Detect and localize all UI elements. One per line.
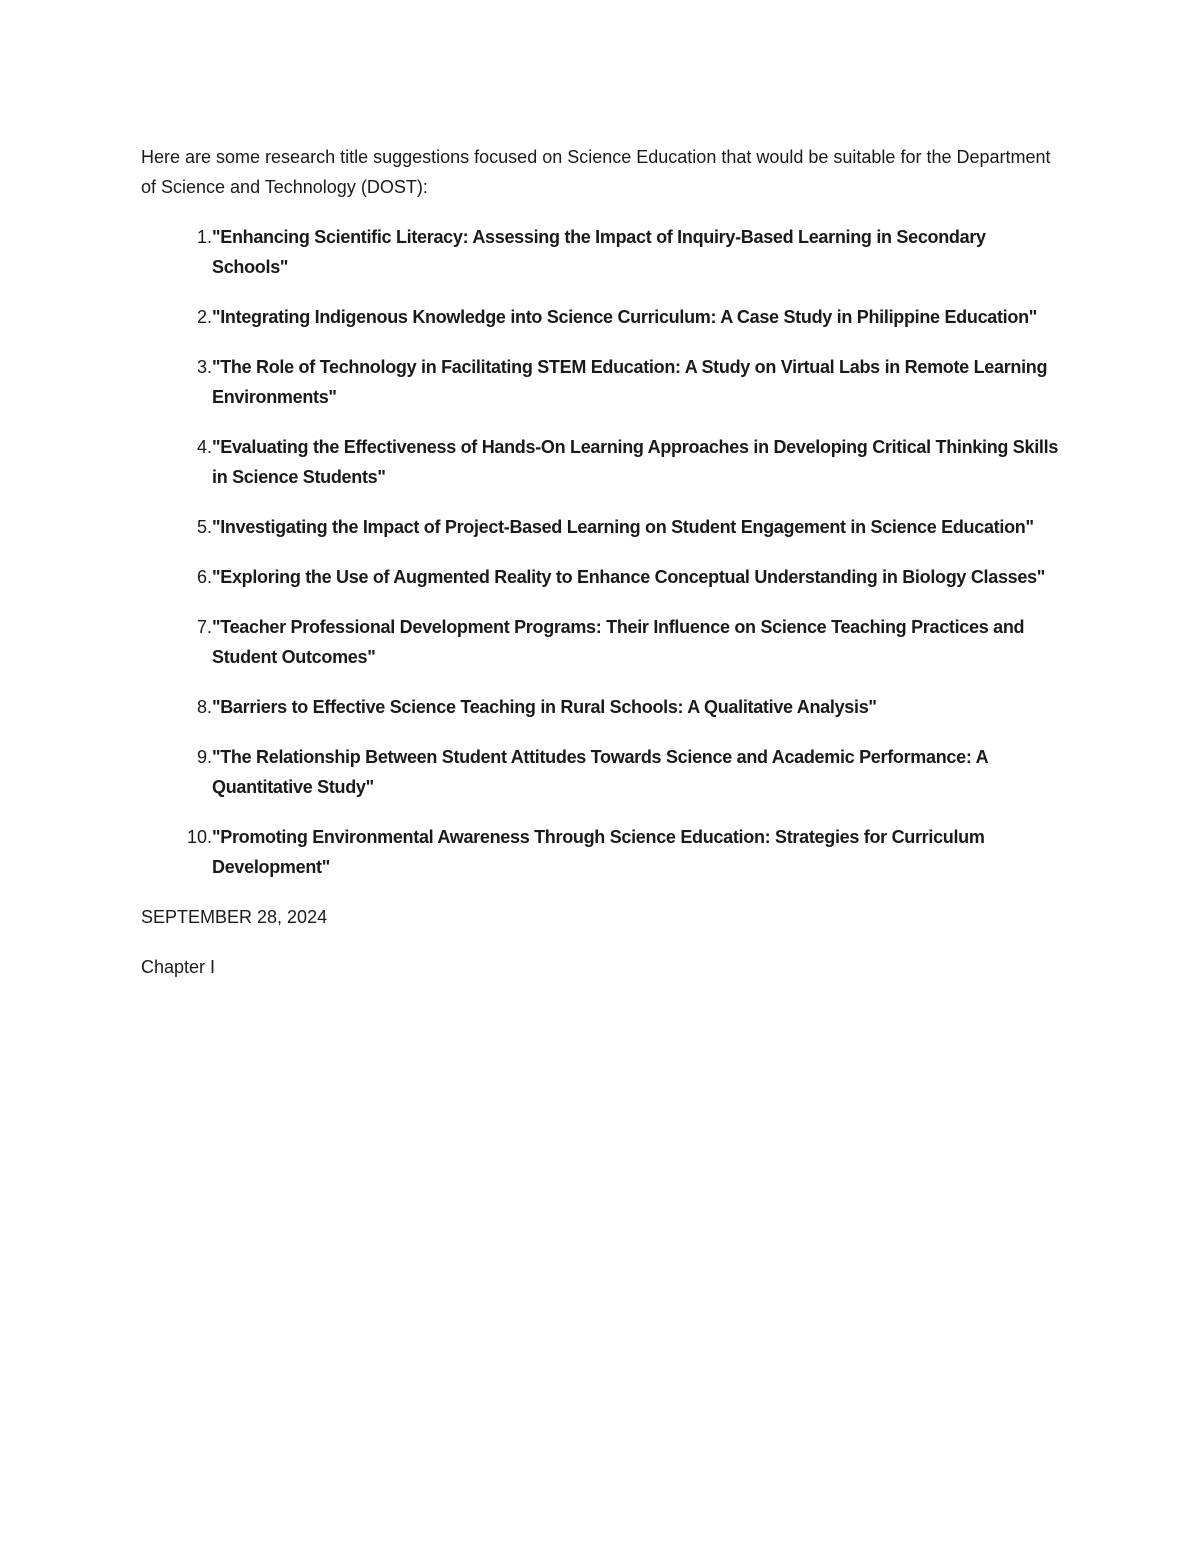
intro-paragraph: Here are some research title suggestions focused on Science Education that would be suitable for the Department of Science and Technology (DOST): xyxy=(141,147,1051,197)
list-item-number: 5. xyxy=(196,517,212,537)
list-item-title: "Investigating the Impact of Project-Based Learning on Student Engagement in Science Education" xyxy=(212,517,1034,537)
list-item-number: 9. xyxy=(196,747,212,767)
chapter-heading: Chapter I xyxy=(141,957,216,977)
list-item xyxy=(141,432,1061,492)
research-title-list xyxy=(141,222,1061,882)
list-item xyxy=(141,692,1061,722)
list-item-number: 3. xyxy=(196,357,212,377)
document-body xyxy=(141,142,1061,982)
list-item-title: "The Relationship Between Student Attitudes Towards Science and Academic Performance: A Quantitative Study" xyxy=(212,747,988,797)
list-item xyxy=(141,822,1061,882)
list-item-title: "Promoting Environmental Awareness Through Science Education: Strategies for Curriculum Development" xyxy=(212,827,985,877)
list-item xyxy=(141,302,1061,332)
list-item xyxy=(141,222,1061,282)
list-item-number: 4. xyxy=(196,437,212,457)
list-item-title: "Exploring the Use of Augmented Reality to Enhance Conceptual Understanding in Biology Classes" xyxy=(212,567,1046,587)
list-item-title: "Barriers to Effective Science Teaching in Rural Schools: A Qualitative Analysis" xyxy=(212,697,877,717)
list-item-number: 7. xyxy=(196,617,212,637)
list-item-title: "Enhancing Scientific Literacy: Assessing the Impact of Inquiry-Based Learning in Secondary Schools" xyxy=(212,227,986,277)
list-item xyxy=(141,562,1061,592)
list-item xyxy=(141,612,1061,672)
list-item-number: 8. xyxy=(196,697,212,717)
list-item-number: 6. xyxy=(196,567,212,587)
list-item-title: "Evaluating the Effectiveness of Hands-On Learning Approaches in Developing Critical Thinking Skills in Science Students" xyxy=(212,437,1059,487)
list-item-title: "The Role of Technology in Facilitating STEM Education: A Study on Virtual Labs in Remote Learning Environments" xyxy=(212,357,1048,407)
list-item-number: 2. xyxy=(196,307,212,327)
list-item xyxy=(141,742,1061,802)
list-item-number: 10. xyxy=(186,827,212,847)
list-item xyxy=(141,352,1061,412)
document-date: SEPTEMBER 28, 2024 xyxy=(141,907,328,927)
list-item-title: "Integrating Indigenous Knowledge into Science Curriculum: A Case Study in Philippine Education" xyxy=(212,307,1038,327)
list-item-title: "Teacher Professional Development Programs: Their Influence on Science Teaching Practices and Student Outcomes" xyxy=(212,617,1025,667)
list-item-number: 1. xyxy=(196,227,212,247)
list-item xyxy=(141,512,1061,542)
